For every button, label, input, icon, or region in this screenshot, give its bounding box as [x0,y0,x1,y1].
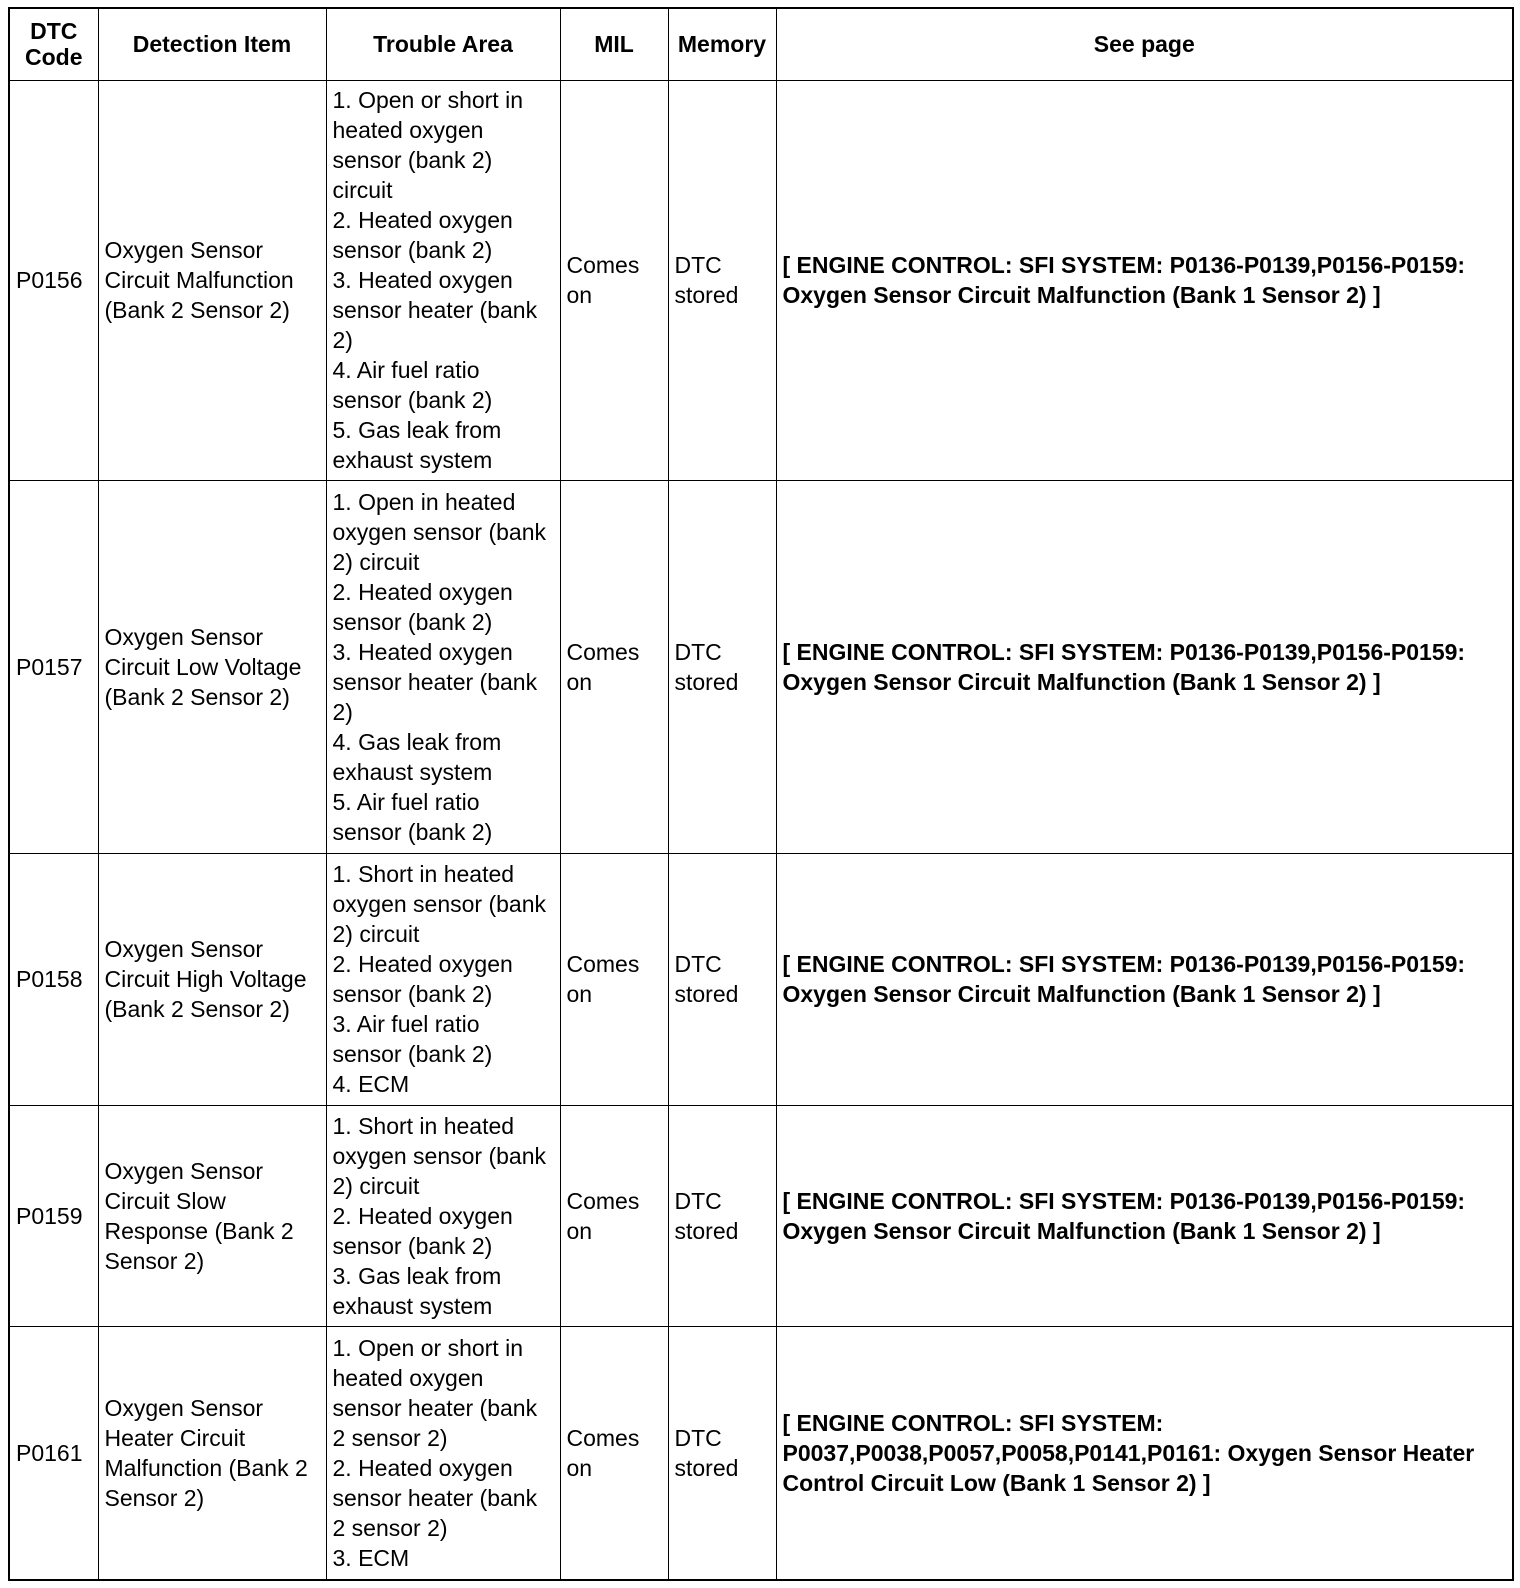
trouble-item: 3. ECM [332,1545,410,1572]
memory-cell: DTC stored [668,481,776,853]
header-trouble-area: Trouble Area [326,8,560,80]
header-mil: MIL [560,8,668,80]
detection-item-cell: Oxygen Sensor Heater Circuit Malfunction (Bank 2 Sensor 2) [98,1327,326,1580]
table-row [9,80,1513,481]
dtc-code-cell: P0158 [9,853,98,1105]
dtc-code-cell: P0161 [9,1327,98,1580]
see-page-link[interactable]: [ ENGINE CONTROL: SFI SYSTEM: P0136-P0139,P0156-P0159: Oxygen Sensor Circuit Malfunction (Bank 1 Sensor 2) ] [776,80,1513,481]
header-dtc-code: DTC Code [9,8,98,80]
trouble-item: 2. Heated oxygen sensor (bank 2) [332,951,513,1008]
trouble-item: 3. Heated oxygen sensor heater (bank 2) [332,639,538,726]
table-row [9,481,1513,853]
trouble-item: 1. Open or short in heated oxygen sensor heater (bank 2 sensor 2) [332,1335,538,1452]
header-row [9,8,1513,80]
trouble-item: 1. Short in heated oxygen sensor (bank 2) circuit [332,861,547,948]
trouble-item: 2. Heated oxygen sensor heater (bank 2 sensor 2) [332,1455,538,1542]
trouble-item: 4. Air fuel ratio sensor (bank 2) [332,357,493,414]
trouble-item: 3. Gas leak from exhaust system [332,1263,502,1320]
header-detection-item: Detection Item [98,8,326,80]
mil-cell: Comes on [560,1327,668,1580]
trouble-item: 3. Air fuel ratio sensor (bank 2) [332,1011,493,1068]
table-row [9,1105,1513,1327]
header-memory: Memory [668,8,776,80]
trouble-item: 2. Heated oxygen sensor (bank 2) [332,207,513,264]
detection-item-cell: Oxygen Sensor Circuit Malfunction (Bank 2 Sensor 2) [98,80,326,481]
detection-item-cell: Oxygen Sensor Circuit Slow Response (Bank 2 Sensor 2) [98,1105,326,1327]
trouble-item: 1. Open in heated oxygen sensor (bank 2) circuit [332,489,547,576]
dtc-code-cell: P0156 [9,80,98,481]
trouble-item: 3. Heated oxygen sensor heater (bank 2) [332,267,538,354]
trouble-item: 1. Short in heated oxygen sensor (bank 2) circuit [332,1113,547,1200]
trouble-area-cell [326,1327,560,1580]
header-see-page: See page [776,8,1513,80]
trouble-area-cell [326,481,560,853]
see-page-link[interactable]: [ ENGINE CONTROL: SFI SYSTEM: P0136-P0139,P0156-P0159: Oxygen Sensor Circuit Malfunction (Bank 1 Sensor 2) ] [776,853,1513,1105]
trouble-item: 4. Gas leak from exhaust system [332,729,502,786]
memory-cell: DTC stored [668,853,776,1105]
trouble-item: 2. Heated oxygen sensor (bank 2) [332,1203,513,1260]
mil-cell: Comes on [560,1105,668,1327]
mil-cell: Comes on [560,481,668,853]
trouble-area-cell [326,853,560,1105]
see-page-link[interactable]: [ ENGINE CONTROL: SFI SYSTEM: P0037,P0038,P0057,P0058,P0141,P0161: Oxygen Sensor Heater Control Circuit Low (Bank 1 Sensor 2) ] [776,1327,1513,1580]
trouble-item: 4. ECM [332,1071,410,1098]
dtc-table [8,7,1514,1581]
table-row [9,853,1513,1105]
mil-cell: Comes on [560,853,668,1105]
table-row [9,1327,1513,1580]
trouble-area-cell [326,80,560,481]
see-page-link[interactable]: [ ENGINE CONTROL: SFI SYSTEM: P0136-P0139,P0156-P0159: Oxygen Sensor Circuit Malfunction (Bank 1 Sensor 2) ] [776,1105,1513,1327]
dtc-code-cell: P0157 [9,481,98,853]
mil-cell: Comes on [560,80,668,481]
trouble-item: 1. Open or short in heated oxygen sensor (bank 2) circuit [332,87,523,204]
memory-cell: DTC stored [668,80,776,481]
memory-cell: DTC stored [668,1105,776,1327]
trouble-item: 5. Gas leak from exhaust system [332,417,502,474]
trouble-item: 2. Heated oxygen sensor (bank 2) [332,579,513,636]
dtc-code-cell: P0159 [9,1105,98,1327]
memory-cell: DTC stored [668,1327,776,1580]
see-page-link[interactable]: [ ENGINE CONTROL: SFI SYSTEM: P0136-P0139,P0156-P0159: Oxygen Sensor Circuit Malfunction (Bank 1 Sensor 2) ] [776,481,1513,853]
trouble-area-cell [326,1105,560,1327]
trouble-item: 5. Air fuel ratio sensor (bank 2) [332,789,493,846]
detection-item-cell: Oxygen Sensor Circuit High Voltage (Bank 2 Sensor 2) [98,853,326,1105]
detection-item-cell: Oxygen Sensor Circuit Low Voltage (Bank 2 Sensor 2) [98,481,326,853]
